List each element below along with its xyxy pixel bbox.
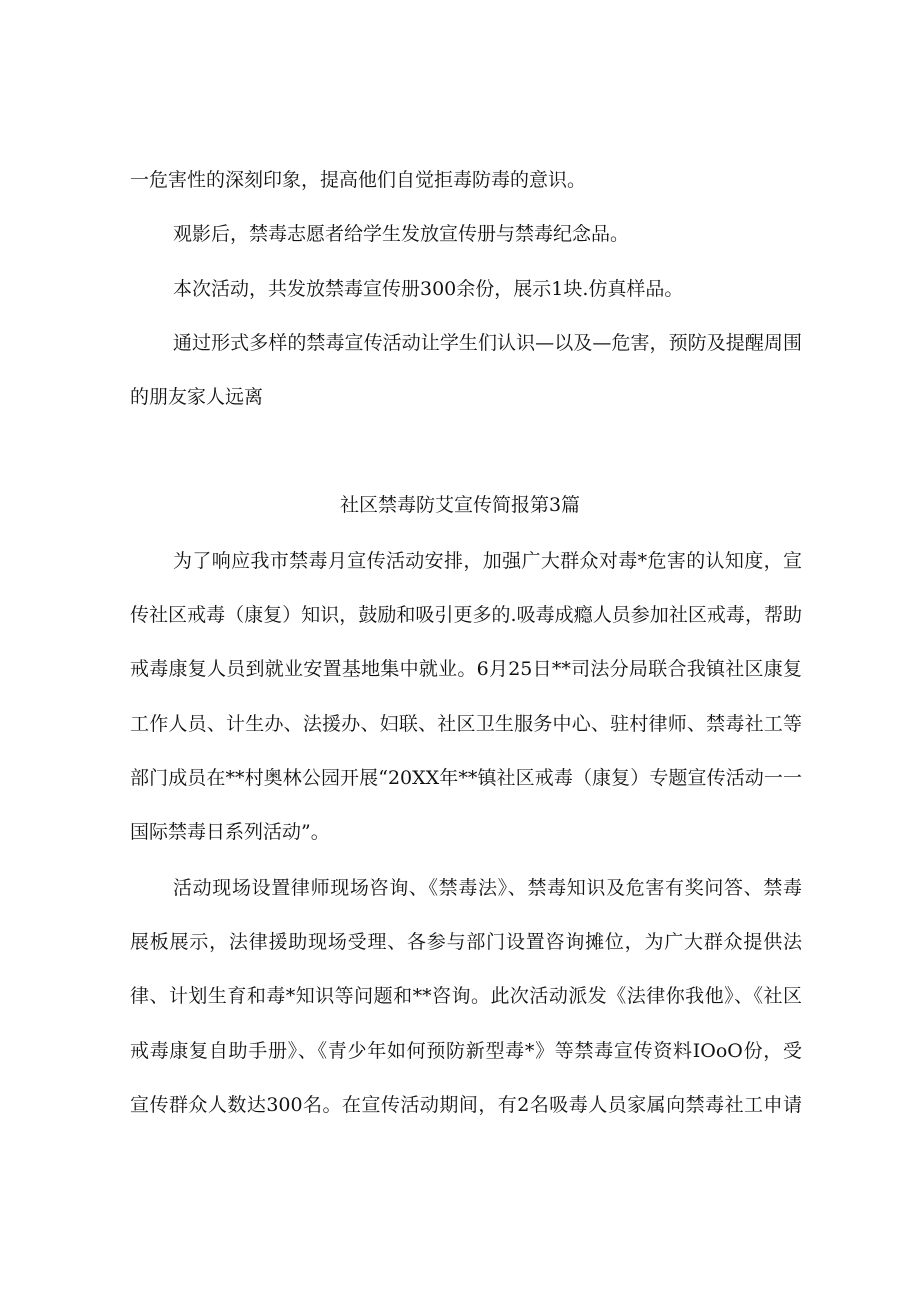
para1-line-1: 为了响应我市禁毒月宣传活动安排，加强广大群众对毒*危害的认知度，宣 [173, 550, 802, 572]
para2-line-4: 戒毒康复自助手册》、《青少年如何预防新型毒*》等禁毒宣传资料IOoO份，受 [130, 1040, 802, 1062]
para1-line-4: 工作人员、计生办、法援办、妇联、社区卫生服务中心、驻村律师、禁毒社工等 [130, 713, 802, 735]
section-title: 社区禁毒防艾宣传简报第3篇 [339, 494, 581, 516]
prev-line-1: 一危害性的深刻印象，提高他们自觉拒毒防毒的意识。 [130, 169, 587, 191]
para2-line-3: 律、计划生育和毒*知识等问题和**咨询。此次活动派发《法律你我他》、《社区 [130, 985, 802, 1007]
prev-line-4: 通过形式多样的禁毒宣传活动让学生们认识—以及—危害，预防及提醒周围 [173, 332, 802, 354]
prev-line-5: 的朋友家人远离 [130, 386, 264, 408]
prev-line-3: 本次活动，共发放禁毒宣传册300余份，展示1块.仿真样品。 [173, 278, 684, 300]
para1-line-6: 国际禁毒日系列活动”。 [130, 821, 330, 843]
para1-line-3: 戒毒康复人员到就业安置基地集中就业。6月25日**司法分局联合我镇社区康复 [130, 658, 802, 680]
prev-line-2: 观影后，禁毒志愿者给学生发放宣传册与禁毒纪念品。 [173, 223, 630, 245]
para2-line-2: 展板展示，法律援助现场受理、各参与部门设置咨询摊位，为广大群众提供法 [130, 931, 802, 953]
para1-line-2: 传社区戒毒（康复）知识，鼓励和吸引更多的.吸毒成瘾人员参加社区戒毒，帮助 [130, 604, 802, 626]
para2-line-5: 宣传群众人数达300名。在宣传活动期间，有2名吸毒人员家属向禁毒社工申请 [130, 1094, 802, 1116]
para1-line-5: 部门成员在**村奥林公园开展“20XX年**镇社区戒毒（康复）专题宣传活动一一 [130, 767, 802, 789]
para2-line-1: 活动现场设置律师现场咨询、《禁毒法》、禁毒知识及危害有奖问答、禁毒 [173, 877, 802, 899]
